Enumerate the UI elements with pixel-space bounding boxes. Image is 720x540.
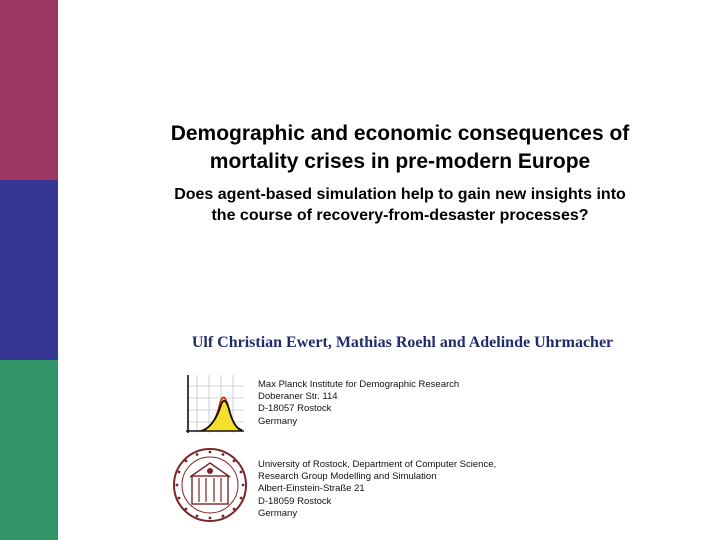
affiliation-mpi bbox=[258, 379, 678, 428]
authors-line: Ulf Christian Ewert, Mathias Roehl and Adelinde Uhrmacher bbox=[191, 334, 614, 351]
slide-subtitle: Does agent-based simulation help to gain new insights into the course of recovery-from-desaster processes? bbox=[174, 186, 626, 224]
affiliation-line: D-18057 Rostock bbox=[258, 403, 332, 415]
decorative-band-top bbox=[0, 0, 58, 180]
affiliation-line: Max Planck Institute for Demographic Research bbox=[258, 379, 460, 390]
decorative-band-bottom bbox=[0, 360, 58, 540]
affiliation-line: Germany bbox=[258, 507, 298, 519]
university-of-rostock-seal bbox=[172, 446, 248, 524]
slide-title: Demographic and economic consequences of mortality crises in pre-modern Europe bbox=[170, 122, 630, 173]
mpi-demographic-curve-logo bbox=[186, 375, 244, 433]
affiliation-line: Albert-Einstein-Straße 21 bbox=[258, 483, 365, 495]
decorative-band-middle bbox=[0, 180, 58, 360]
affiliation-line: Germany bbox=[258, 415, 298, 427]
affiliation-line: Research Group Modelling and Simulation bbox=[258, 471, 437, 483]
affiliation-line: Doberaner Str. 114 bbox=[258, 391, 338, 403]
affiliation-line: University of Rostock, Department of Computer Science, bbox=[258, 459, 497, 470]
affiliation-university bbox=[258, 459, 678, 520]
affiliation-line: D-18059 Rostock bbox=[258, 495, 332, 507]
